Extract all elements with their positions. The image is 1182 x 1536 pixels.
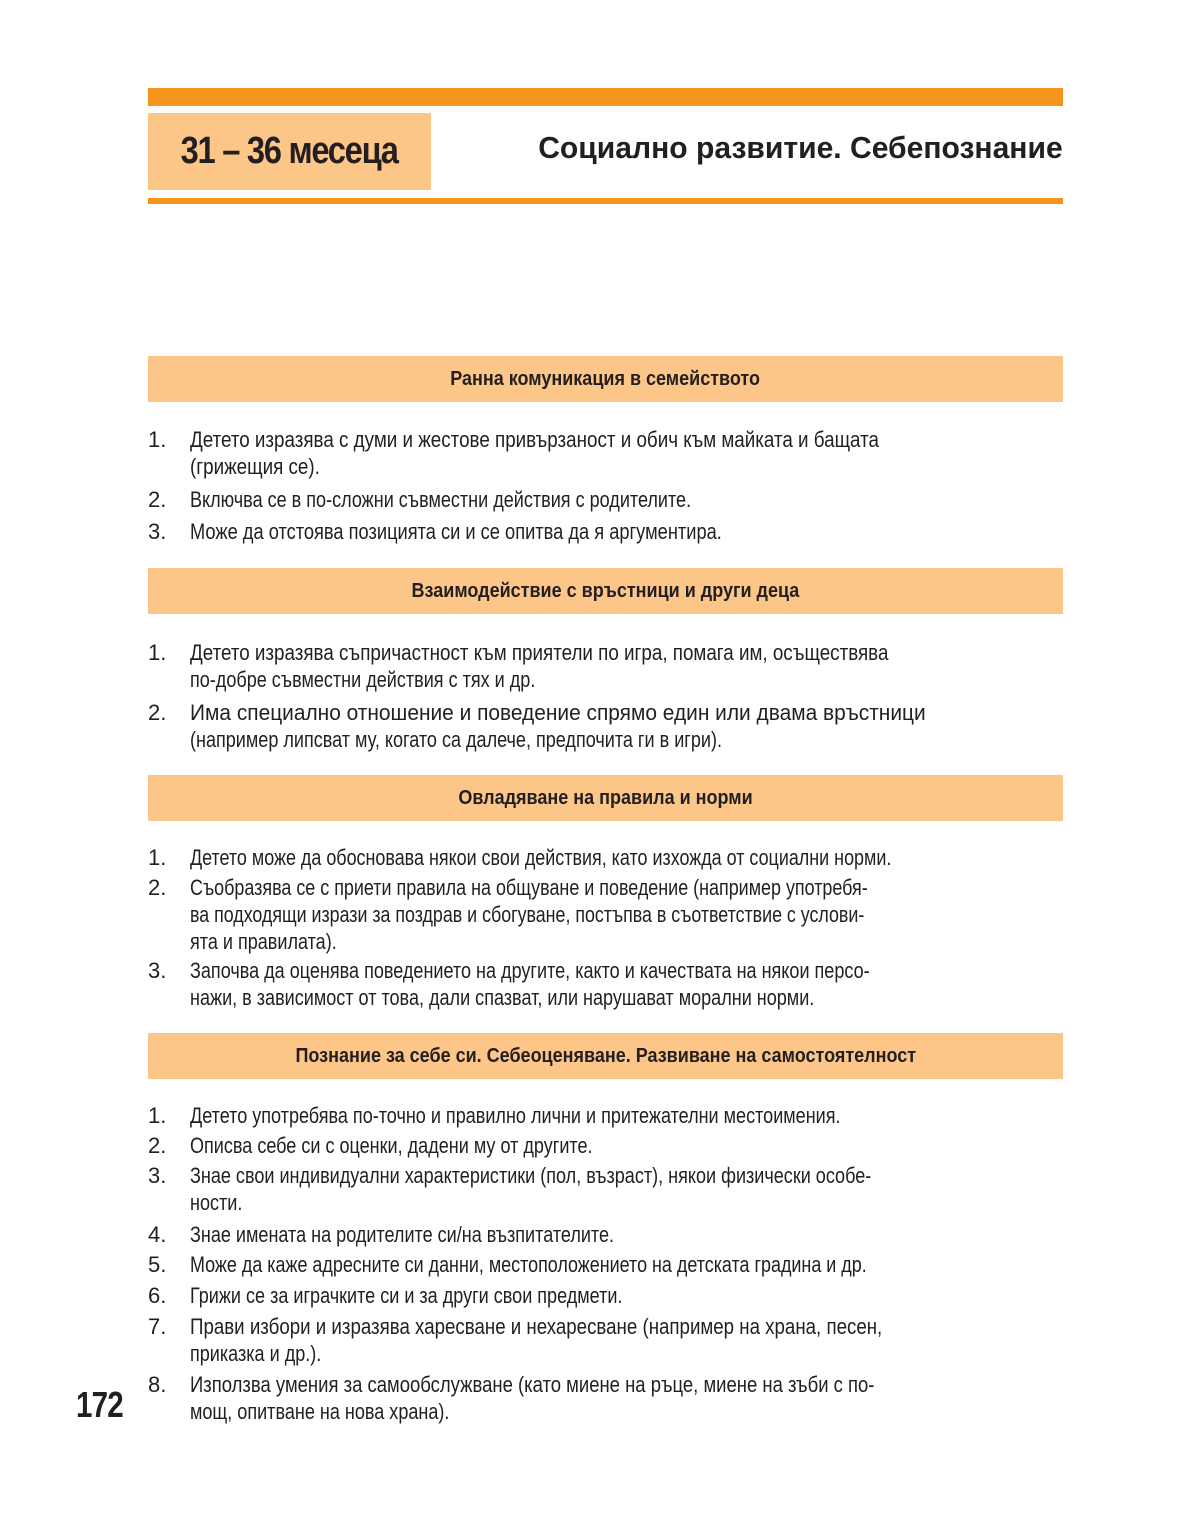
item-number: 2.: [148, 700, 167, 725]
header-top-rule: [148, 88, 1063, 106]
section-header-peer-interaction: [148, 568, 1063, 614]
item-line: Описва себе си с оценки, дадени му от другите.: [190, 1133, 593, 1158]
item-number: 2.: [148, 1133, 167, 1158]
item-line: мощ, опитване на нова храна).: [190, 1399, 450, 1424]
section-header-self-knowledge: [148, 1033, 1063, 1079]
item-line: Грижи се за играчките си и за други свои предмети.: [190, 1283, 623, 1308]
page-title: Социално развитие. Себепознание: [538, 130, 1063, 165]
section-header-family-communication: [148, 356, 1063, 402]
age-range-box: [148, 113, 431, 190]
section-title: Ранна комуникация в семейството: [450, 367, 761, 390]
section-header-rules-norms: [148, 775, 1063, 821]
item-line: нажи, в зависимост от това, дали спазват, или нарушават морални норми.: [190, 985, 815, 1010]
item-number: 1.: [148, 427, 167, 452]
item-line: Детето изразява съпричастност към приятели по игра, помага им, осъществява: [190, 640, 889, 665]
item-number: 1.: [148, 1103, 167, 1128]
item-line: Включва се в по-сложни съвместни действия с родителите.: [190, 487, 692, 512]
item-text: [190, 639, 1063, 693]
item-text: [190, 1282, 1063, 1309]
item-number: 5.: [148, 1252, 167, 1277]
item-text: [190, 1162, 1063, 1216]
item-number: 4.: [148, 1222, 167, 1247]
item-number: 3.: [148, 519, 167, 544]
item-number: 8.: [148, 1372, 167, 1397]
section-title: Взаимодействие с връстници и други деца: [411, 579, 800, 602]
item-text: [190, 518, 1063, 545]
item-line: по-добре съвместни действия с тях и др.: [190, 667, 536, 692]
item-line: ности.: [190, 1190, 243, 1215]
item-text: [190, 1251, 1063, 1278]
item-text: [190, 699, 1063, 753]
header-bottom-rule: [148, 198, 1063, 204]
item-line: Детето употребява по-точно и правилно лични и притежателни местоимения.: [190, 1103, 841, 1128]
item-text: [190, 1313, 1063, 1367]
item-line: приказка и др.).: [190, 1341, 322, 1366]
item-text: [190, 426, 1063, 480]
item-line: Започва да оценява поведението на другите, както и качествата на някои персо-: [190, 958, 870, 983]
item-number: 7.: [148, 1314, 167, 1339]
item-line: Прави избори и изразява харесване и нехаресване (например на храна, песен,: [190, 1314, 883, 1339]
item-line: Има специално отношение и поведение спрямо един или двама връстници: [190, 700, 926, 725]
item-text: [190, 957, 1063, 1011]
item-text: [190, 1102, 1063, 1129]
age-range-label: 31 – 36 месеца: [181, 130, 398, 172]
item-number: 1.: [148, 845, 167, 870]
item-line: Детето изразява с думи и жестове привързаност и обич към майката и бащата: [190, 427, 879, 452]
section-title: Познание за себе си. Себеоценяване. Развиване на самостоятелност: [295, 1044, 916, 1067]
item-line: Може да каже адресните си данни, местоположението на детската градина и др.: [190, 1252, 867, 1277]
item-number: 2.: [148, 487, 167, 512]
item-line: Използва умения за самообслужване (като миене на ръце, миене на зъби с по-: [190, 1372, 875, 1397]
item-line: Знае свои индивидуални характеристики (пол, възраст), някои физически особе-: [190, 1163, 872, 1188]
item-line: Знае имената на родителите си/на възпитателите.: [190, 1222, 615, 1247]
item-number: 3.: [148, 1163, 167, 1188]
item-line: Детето може да обосновава някои свои действия, като изхожда от социални норми.: [190, 845, 892, 870]
item-text: [190, 844, 1063, 871]
item-text: [190, 1221, 1063, 1248]
item-line: ва подходящи изрази за поздрав и сбогуване, постъпва в съответствие с услови-: [190, 902, 865, 927]
item-text: [190, 874, 1063, 955]
item-text: [190, 1132, 1063, 1159]
item-line: (например липсват му, когато са далече, предпочита ги в игри).: [190, 727, 722, 752]
item-number: 1.: [148, 640, 167, 665]
item-text: [190, 1371, 1063, 1425]
item-number: 6.: [148, 1283, 167, 1308]
item-number: 3.: [148, 958, 167, 983]
page-number: 172: [76, 1384, 123, 1425]
item-line: Съобразява се с приети правила на общуване и поведение (например употребя-: [190, 875, 868, 900]
item-line: (грижещия се).: [190, 454, 320, 479]
item-number: 2.: [148, 875, 167, 900]
item-line: ята и правилата).: [190, 929, 337, 954]
section-title: Овладяване на правила и норми: [458, 786, 753, 809]
item-text: [190, 486, 1063, 513]
item-line: Може да отстоява позицията си и се опитва да я аргументира.: [190, 519, 722, 544]
